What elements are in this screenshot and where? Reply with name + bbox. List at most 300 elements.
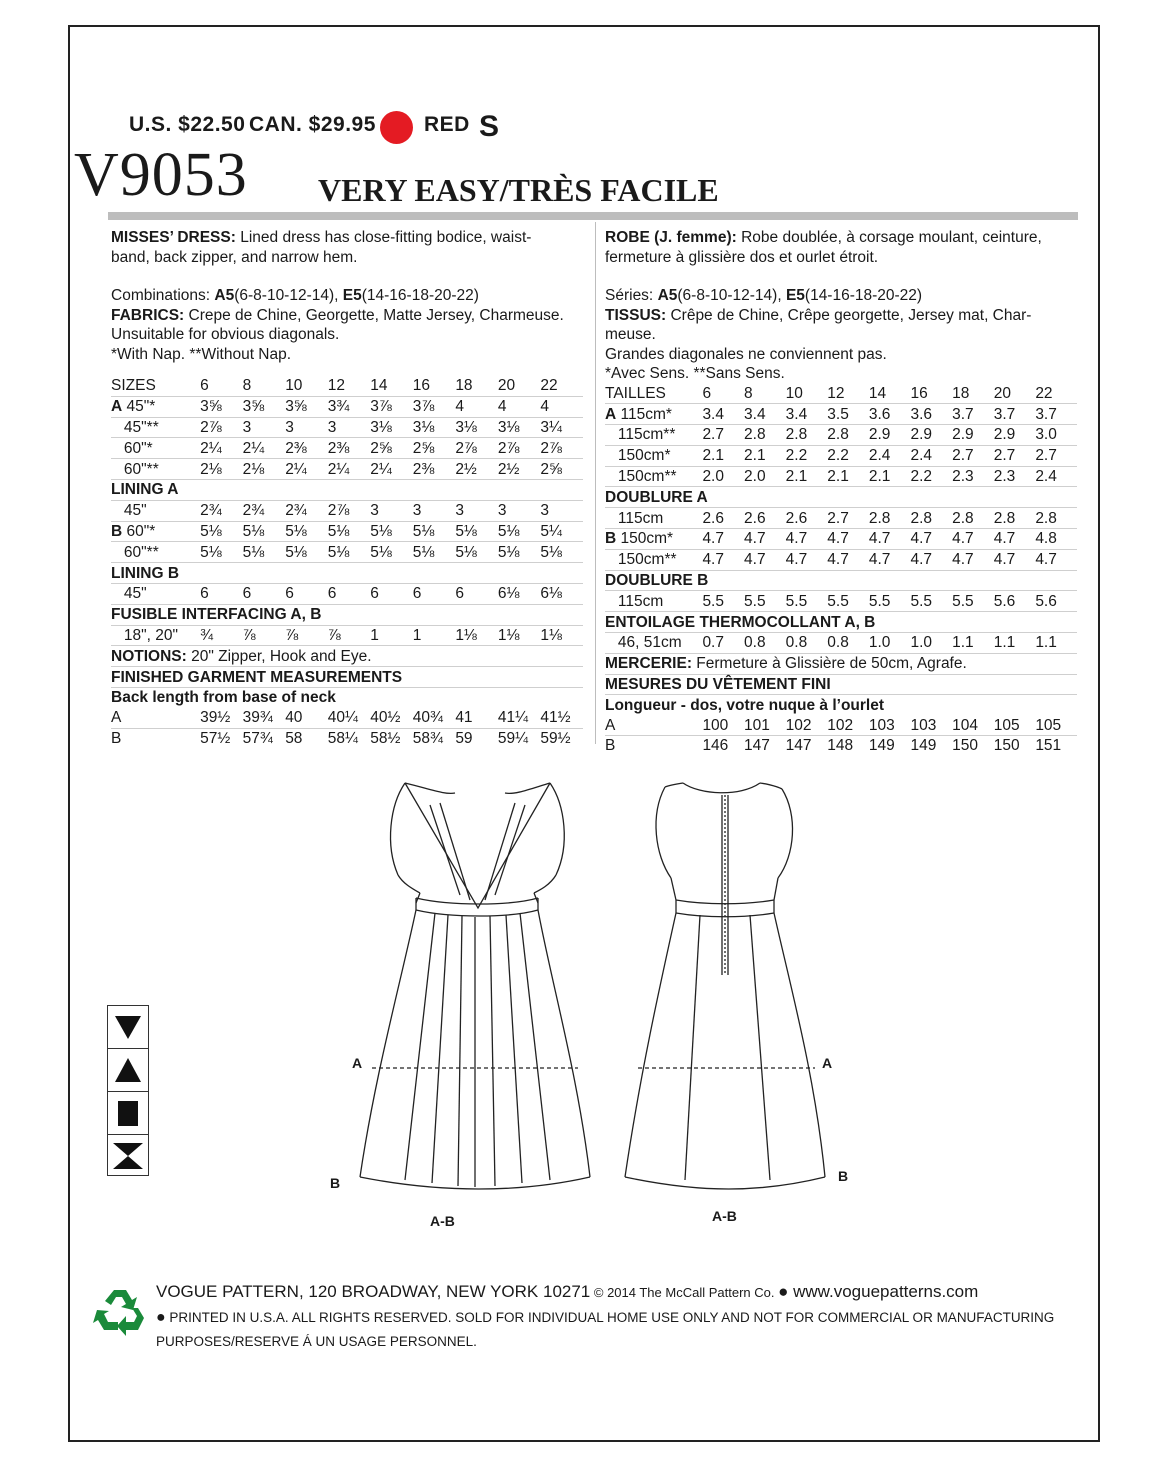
table-row — [111, 417, 583, 438]
color-name: RED — [424, 113, 470, 136]
description: MISSES’ DRESS: Lined dress has close-fitting bodice, waist- — [111, 229, 532, 246]
table-cell: 1 — [370, 625, 413, 646]
table-cell: 6 — [243, 583, 286, 604]
table-cell: 150 — [952, 737, 978, 755]
table-cell: 5⅛ — [455, 521, 498, 542]
table-cell: 146 — [702, 737, 729, 755]
table-cell: 2.8 — [994, 508, 1036, 529]
table-cell: 4.7 — [827, 549, 869, 570]
table-cell: 3 — [455, 500, 498, 521]
table-cell: 41¼ — [498, 708, 541, 728]
table-cell: 3⅝ — [243, 396, 286, 417]
table-cell: 4.7 — [744, 529, 786, 550]
table-cell: 40¾ — [413, 708, 456, 728]
fabrics-note: Grandes diagonales ne conviennent pas. — [605, 345, 887, 363]
table-cell: 102 — [827, 715, 869, 735]
table-cell: 59½ — [540, 729, 571, 747]
table-cell: 2.8 — [910, 508, 952, 529]
table-cell: 2.9 — [952, 425, 994, 446]
table-cell: 16 — [413, 376, 456, 396]
row-label: LINING A — [111, 479, 583, 500]
table-cell: 5⅛ — [243, 542, 286, 563]
yardage-table — [605, 384, 1077, 654]
table-cell: 3.5 — [827, 404, 869, 425]
table-cell: 2⅝ — [370, 438, 413, 459]
table-cell: 2.1 — [702, 445, 744, 466]
row-label: 45" — [111, 583, 200, 604]
table-cell: 1.0 — [869, 633, 911, 654]
header-rule — [108, 212, 1078, 220]
table-cell: 6 — [200, 583, 243, 604]
table-cell: 0.8 — [827, 633, 869, 654]
table-cell: 8 — [744, 384, 786, 404]
row-label: 115cm — [605, 591, 702, 612]
table-cell: 2⅛ — [200, 459, 243, 480]
table-cell: 2¾ — [285, 500, 328, 521]
table-cell: 5⅛ — [328, 542, 371, 563]
table-cell: 5⅛ — [200, 521, 243, 542]
table-cell: 41 — [455, 708, 498, 728]
table-cell: 4.7 — [994, 549, 1036, 570]
table-cell: 39¾ — [243, 708, 286, 728]
table-row — [605, 445, 1077, 466]
table-cell: 5.6 — [1035, 591, 1077, 612]
table-cell: 3⅞ — [370, 396, 413, 417]
row-label: A — [605, 715, 702, 735]
table-cell: 4.7 — [1035, 549, 1077, 570]
table-row — [605, 736, 1077, 756]
table-cell: 151 — [1035, 737, 1062, 755]
table-cell: 57½ — [200, 729, 231, 747]
table-cell: 3 — [285, 417, 328, 438]
table-cell: 3 — [540, 500, 583, 521]
table-cell: 2⅜ — [285, 438, 328, 459]
table-cell: 6 — [413, 583, 456, 604]
table-cell: 16 — [910, 384, 952, 404]
row-label: DOUBLURE B — [605, 570, 1077, 591]
table-cell: 2.6 — [786, 508, 828, 529]
table-cell: 0.8 — [744, 633, 786, 654]
table-cell: 3.6 — [869, 404, 911, 425]
recycle-icon — [92, 1286, 148, 1336]
table-cell: 6⅛ — [498, 583, 541, 604]
table-cell: 58¼ — [327, 729, 358, 747]
table-cell: 1.0 — [910, 633, 952, 654]
table-row — [111, 500, 583, 521]
table-cell: 58½ — [370, 729, 401, 747]
back-length-title: Longueur - dos, votre nuque à l’ourlet — [605, 696, 885, 714]
table-cell: 2⅝ — [413, 438, 456, 459]
table-cell: 10 — [285, 376, 328, 396]
table-cell: 5.5 — [786, 591, 828, 612]
notions-table — [605, 654, 1077, 715]
table-cell: 4.8 — [1035, 529, 1077, 550]
table-cell: 2.4 — [1035, 466, 1077, 487]
table-cell: 59 — [455, 729, 473, 747]
table-cell: 2.1 — [827, 466, 869, 487]
table-cell: 148 — [827, 737, 854, 755]
table-cell: 149 — [910, 737, 937, 755]
table-cell: 4.7 — [994, 529, 1036, 550]
table-cell: 2⅞ — [540, 438, 583, 459]
table-cell: 5⅛ — [285, 521, 328, 542]
fabrics-note: Unsuitable for obvious diagonals. — [111, 326, 340, 343]
shape-key — [107, 1005, 149, 1176]
table-cell: 6⅛ — [540, 583, 583, 604]
table-cell: 4 — [498, 396, 541, 417]
table-cell: 10 — [786, 384, 828, 404]
table-cell: 5.5 — [869, 591, 911, 612]
row-label: 60"** — [111, 459, 200, 480]
table-cell: 14 — [370, 376, 413, 396]
back-label-b: B — [838, 1168, 849, 1184]
us-price: U.S. $22.50 — [129, 113, 246, 136]
table-cell: 2.7 — [994, 445, 1036, 466]
row-label: 150cm* — [605, 445, 702, 466]
table-cell: 0.7 — [702, 633, 744, 654]
table-cell: 2.9 — [910, 425, 952, 446]
table-cell: 2⅞ — [328, 500, 371, 521]
table-cell: 2.0 — [744, 466, 786, 487]
table-cell: 2.7 — [702, 425, 744, 446]
table-cell: 2.0 — [702, 466, 744, 487]
row-label: DOUBLURE A — [605, 487, 1077, 508]
table-cell: 2½ — [455, 459, 498, 480]
table-cell: 147 — [785, 737, 812, 755]
table-cell: 104 — [952, 715, 994, 735]
table-cell: 2.2 — [910, 466, 952, 487]
table-row — [111, 563, 583, 584]
table-cell: 5.6 — [994, 591, 1036, 612]
column-divider — [595, 222, 596, 744]
table-cell: 5⅛ — [413, 542, 456, 563]
description-line-2: fermeture à glissière dos et ourlet étroit. — [605, 248, 879, 266]
table-cell: 2.7 — [952, 445, 994, 466]
table-cell: 2.8 — [1035, 508, 1077, 529]
table-cell: 12 — [827, 384, 869, 404]
row-label: 18", 20" — [111, 625, 200, 646]
table-cell: 6 — [285, 583, 328, 604]
table-cell: 2.8 — [786, 425, 828, 446]
table-cell: 5⅛ — [370, 521, 413, 542]
table-cell: 3.7 — [952, 404, 994, 425]
table-row — [111, 625, 583, 646]
table-row — [605, 508, 1077, 529]
table-cell: ⅞ — [328, 625, 371, 646]
nap-note: *With Nap. **Without Nap. — [111, 345, 292, 363]
table-cell: 2.8 — [827, 425, 869, 446]
table-cell: 1⅛ — [498, 625, 541, 646]
fabrics: FABRICS: Crepe de Chine, Georgette, Matte Jersey, Charmeuse. — [111, 306, 564, 324]
table-cell: 2⅝ — [540, 459, 583, 480]
table-cell: 2.1 — [744, 445, 786, 466]
table-cell: 3¼ — [540, 417, 583, 438]
table-cell: 12 — [328, 376, 371, 396]
table-cell: 4.7 — [952, 529, 994, 550]
table-cell: 103 — [910, 715, 952, 735]
table-cell: 3⅛ — [370, 417, 413, 438]
table-cell: 40 — [285, 708, 328, 728]
table-row — [605, 404, 1077, 425]
table-cell: 3 — [370, 500, 413, 521]
front-caption: A-B — [430, 1213, 455, 1229]
table-cell: 59¼ — [497, 729, 529, 747]
table-cell: 22 — [540, 376, 583, 396]
table-cell: 5⅛ — [498, 521, 541, 542]
table-cell: 6 — [702, 384, 744, 404]
can-price: CAN. $29.95 — [249, 113, 376, 136]
table-cell: 101 — [744, 715, 786, 735]
table-cell: 39½ — [200, 708, 243, 728]
row-label: 150cm** — [605, 466, 702, 487]
table-cell: 2⅞ — [498, 438, 541, 459]
row-label: 150cm** — [605, 549, 702, 570]
table-cell: 5⅛ — [328, 521, 371, 542]
footer-legal: ● PRINTED IN U.S.A. ALL RIGHTS RESERVED. SOLD FOR INDIVIDUAL HOME USE ONLY AND NOT FOR COMMERCIAL OR MANUFACTURING PURPOSES/RESERVE Á UN USAGE PERSONNEL. — [156, 1309, 1055, 1349]
square-icon — [108, 1092, 148, 1135]
table-cell: 4.7 — [702, 529, 744, 550]
notions: NOTIONS: 20" Zipper, Hook and Eye. — [111, 646, 583, 666]
table-cell: 18 — [455, 376, 498, 396]
table-cell: 3.7 — [1035, 404, 1077, 425]
triangle-down-icon — [108, 1006, 148, 1049]
table-cell: 147 — [744, 737, 770, 755]
table-cell: 2⅞ — [455, 438, 498, 459]
table-cell: 8 — [243, 376, 286, 396]
dress-illustration — [320, 775, 880, 1235]
row-label: LINING B — [111, 563, 583, 584]
table-cell: 4.7 — [869, 529, 911, 550]
table-row — [111, 459, 583, 480]
table-cell: 2.8 — [952, 508, 994, 529]
front-label-a: A — [352, 1055, 363, 1071]
table-cell: 3.4 — [702, 404, 744, 425]
row-label: A 115cm* — [605, 404, 702, 425]
table-cell: 40½ — [370, 708, 413, 728]
row-label: 46, 51cm — [605, 633, 702, 654]
fabrics-line-2: meuse. — [605, 326, 656, 343]
table-cell: 2.2 — [827, 445, 869, 466]
table-cell: 5⅛ — [498, 542, 541, 563]
row-label: FUSIBLE INTERFACING A, B — [111, 604, 583, 625]
table-cell: 4.7 — [786, 549, 828, 570]
table-cell: 4.7 — [910, 529, 952, 550]
table-row — [605, 570, 1077, 591]
table-cell: 2.6 — [744, 508, 786, 529]
bullet-icon: ● — [156, 1309, 166, 1326]
yardage-table — [111, 376, 583, 646]
table-cell: 22 — [1035, 384, 1077, 404]
row-label: B — [111, 729, 122, 747]
table-cell: 2.7 — [827, 508, 869, 529]
table-cell: 5.5 — [910, 591, 952, 612]
table-cell: 2¼ — [328, 459, 371, 480]
table-row — [111, 728, 583, 748]
combinations: Combinations: A5(6-8-10-12-14), E5(14-16-18-20-22) — [111, 287, 479, 304]
table-cell: 5⅛ — [285, 542, 328, 563]
table-cell: 102 — [786, 715, 828, 735]
table-cell: 2¼ — [370, 459, 413, 480]
table-cell: 14 — [869, 384, 911, 404]
table-cell: 2⅛ — [243, 459, 286, 480]
table-cell: 2.1 — [786, 466, 828, 487]
table-row — [605, 549, 1077, 570]
table-cell: 2½ — [498, 459, 541, 480]
table-cell: 2.4 — [910, 445, 952, 466]
row-label: 115cm — [605, 508, 702, 529]
table-cell: 2⅜ — [413, 459, 456, 480]
table-cell: 4 — [455, 396, 498, 417]
hourglass-icon — [108, 1135, 148, 1177]
table-row — [605, 591, 1077, 612]
difficulty-level: VERY EASY/TRÈS FACILE — [318, 172, 719, 208]
combinations: Séries: A5(6-8-10-12-14), E5(14-16-18-20-22) — [605, 287, 923, 304]
front-label-b: B — [330, 1175, 341, 1191]
table-cell: 41½ — [540, 708, 583, 728]
table-cell: 6 — [455, 583, 498, 604]
row-label: B — [605, 737, 616, 755]
table-cell: 2.3 — [994, 466, 1036, 487]
table-cell: 100 — [702, 715, 744, 735]
row-label: 60"* — [111, 438, 200, 459]
table-cell: 6 — [200, 376, 243, 396]
table-cell: 4.7 — [952, 549, 994, 570]
fabrics: TISSUS: Crêpe de Chine, Crêpe georgette, Jersey mat, Char- — [605, 306, 1032, 324]
french-column — [605, 228, 1077, 756]
row-label: SIZES — [111, 376, 200, 396]
table-cell: 2.7 — [1035, 445, 1077, 466]
table-cell: 2¾ — [243, 500, 286, 521]
table-cell: 2.8 — [744, 425, 786, 446]
table-row — [605, 384, 1077, 404]
description: ROBE (J. femme): Robe doublée, à corsage moulant, ceinture, — [605, 229, 1042, 246]
color-swatch-dot — [380, 111, 413, 144]
table-cell: 105 — [994, 715, 1036, 735]
table-cell: 4.7 — [786, 529, 828, 550]
table-cell: 3.0 — [1035, 425, 1077, 446]
table-cell: 5¼ — [540, 521, 583, 542]
table-cell: 20 — [498, 376, 541, 396]
table-cell: 3 — [243, 417, 286, 438]
table-cell: 3⅛ — [498, 417, 541, 438]
notions-table — [111, 646, 583, 707]
table-cell: 1 — [413, 625, 456, 646]
table-row — [605, 487, 1077, 508]
table-cell: 2.9 — [869, 425, 911, 446]
table-cell: 3 — [413, 500, 456, 521]
row-label: 60"** — [111, 542, 200, 563]
table-cell: 2.9 — [994, 425, 1036, 446]
table-cell: 6 — [328, 583, 371, 604]
table-cell: 2⅜ — [328, 438, 371, 459]
table-cell: 1⅛ — [455, 625, 498, 646]
table-row — [111, 479, 583, 500]
measurements-table — [605, 715, 1077, 756]
table-cell: 3⅛ — [455, 417, 498, 438]
table-row — [605, 633, 1077, 654]
table-cell: 3.4 — [786, 404, 828, 425]
table-cell: 5.5 — [702, 591, 744, 612]
table-cell: 4 — [540, 396, 583, 417]
table-cell: ⅞ — [285, 625, 328, 646]
table-cell: 5.5 — [952, 591, 994, 612]
table-row — [605, 529, 1077, 550]
table-row — [605, 715, 1077, 735]
table-cell: 3.6 — [910, 404, 952, 425]
table-cell: 5⅛ — [413, 521, 456, 542]
table-cell: 2.6 — [702, 508, 744, 529]
table-cell: 5⅛ — [540, 542, 583, 563]
back-length-title: Back length from base of neck — [111, 689, 336, 707]
table-cell: 4.7 — [910, 549, 952, 570]
table-cell: ⅞ — [243, 625, 286, 646]
table-cell: 2.3 — [952, 466, 994, 487]
table-cell: 2.1 — [869, 466, 911, 487]
table-cell: 2¼ — [243, 438, 286, 459]
row-label: B 60"* — [111, 521, 200, 542]
table-row — [605, 466, 1077, 487]
finished-title: FINISHED GARMENT MEASUREMENTS — [111, 667, 583, 688]
table-cell: 5⅛ — [455, 542, 498, 563]
table-row — [111, 604, 583, 625]
row-label: 45"** — [111, 417, 200, 438]
table-cell: 2¼ — [200, 438, 243, 459]
table-cell: 150 — [993, 737, 1020, 755]
table-cell: ¾ — [200, 625, 243, 646]
table-cell: 5⅛ — [200, 542, 243, 563]
table-cell: 4.7 — [827, 529, 869, 550]
row-label: A — [111, 708, 200, 728]
table-cell: 2¾ — [200, 500, 243, 521]
table-cell: 1.1 — [952, 633, 994, 654]
table-cell: 105 — [1035, 715, 1077, 735]
table-cell: 1.1 — [1035, 633, 1077, 654]
nap-note: *Avec Sens. **Sans Sens. — [605, 365, 785, 382]
table-cell: 3⅞ — [413, 396, 456, 417]
description-line-2: band, back zipper, and narrow hem. — [111, 248, 358, 266]
table-cell: 5⅛ — [243, 521, 286, 542]
back-view — [625, 783, 825, 1189]
table-cell: 2⅞ — [200, 417, 243, 438]
table-cell: 3 — [498, 500, 541, 521]
table-cell: 0.8 — [786, 633, 828, 654]
table-row — [605, 425, 1077, 446]
table-cell: 1.1 — [994, 633, 1036, 654]
table-cell: 18 — [952, 384, 994, 404]
table-cell: 2¼ — [285, 459, 328, 480]
table-cell: 2.2 — [786, 445, 828, 466]
table-cell: 6 — [370, 583, 413, 604]
bullet-icon: ● — [778, 1282, 789, 1301]
table-row — [111, 376, 583, 396]
finished-title: MESURES DU VÊTEMENT FINI — [605, 674, 1077, 695]
size-letter: S — [479, 110, 500, 143]
table-cell: 3¾ — [328, 396, 371, 417]
table-row — [111, 396, 583, 417]
row-label: ENTOILAGE THERMOCOLLANT A, B — [605, 612, 1077, 633]
row-label: B 150cm* — [605, 529, 702, 550]
table-cell: 149 — [868, 737, 895, 755]
table-cell: 1⅛ — [540, 625, 583, 646]
table-cell: 58¾ — [412, 729, 443, 747]
table-cell: 4.7 — [744, 549, 786, 570]
triangle-up-icon — [108, 1049, 148, 1092]
table-cell: 2.4 — [869, 445, 911, 466]
english-column — [111, 228, 583, 748]
table-cell: 4.7 — [869, 549, 911, 570]
table-row — [111, 542, 583, 563]
table-row — [111, 708, 583, 728]
